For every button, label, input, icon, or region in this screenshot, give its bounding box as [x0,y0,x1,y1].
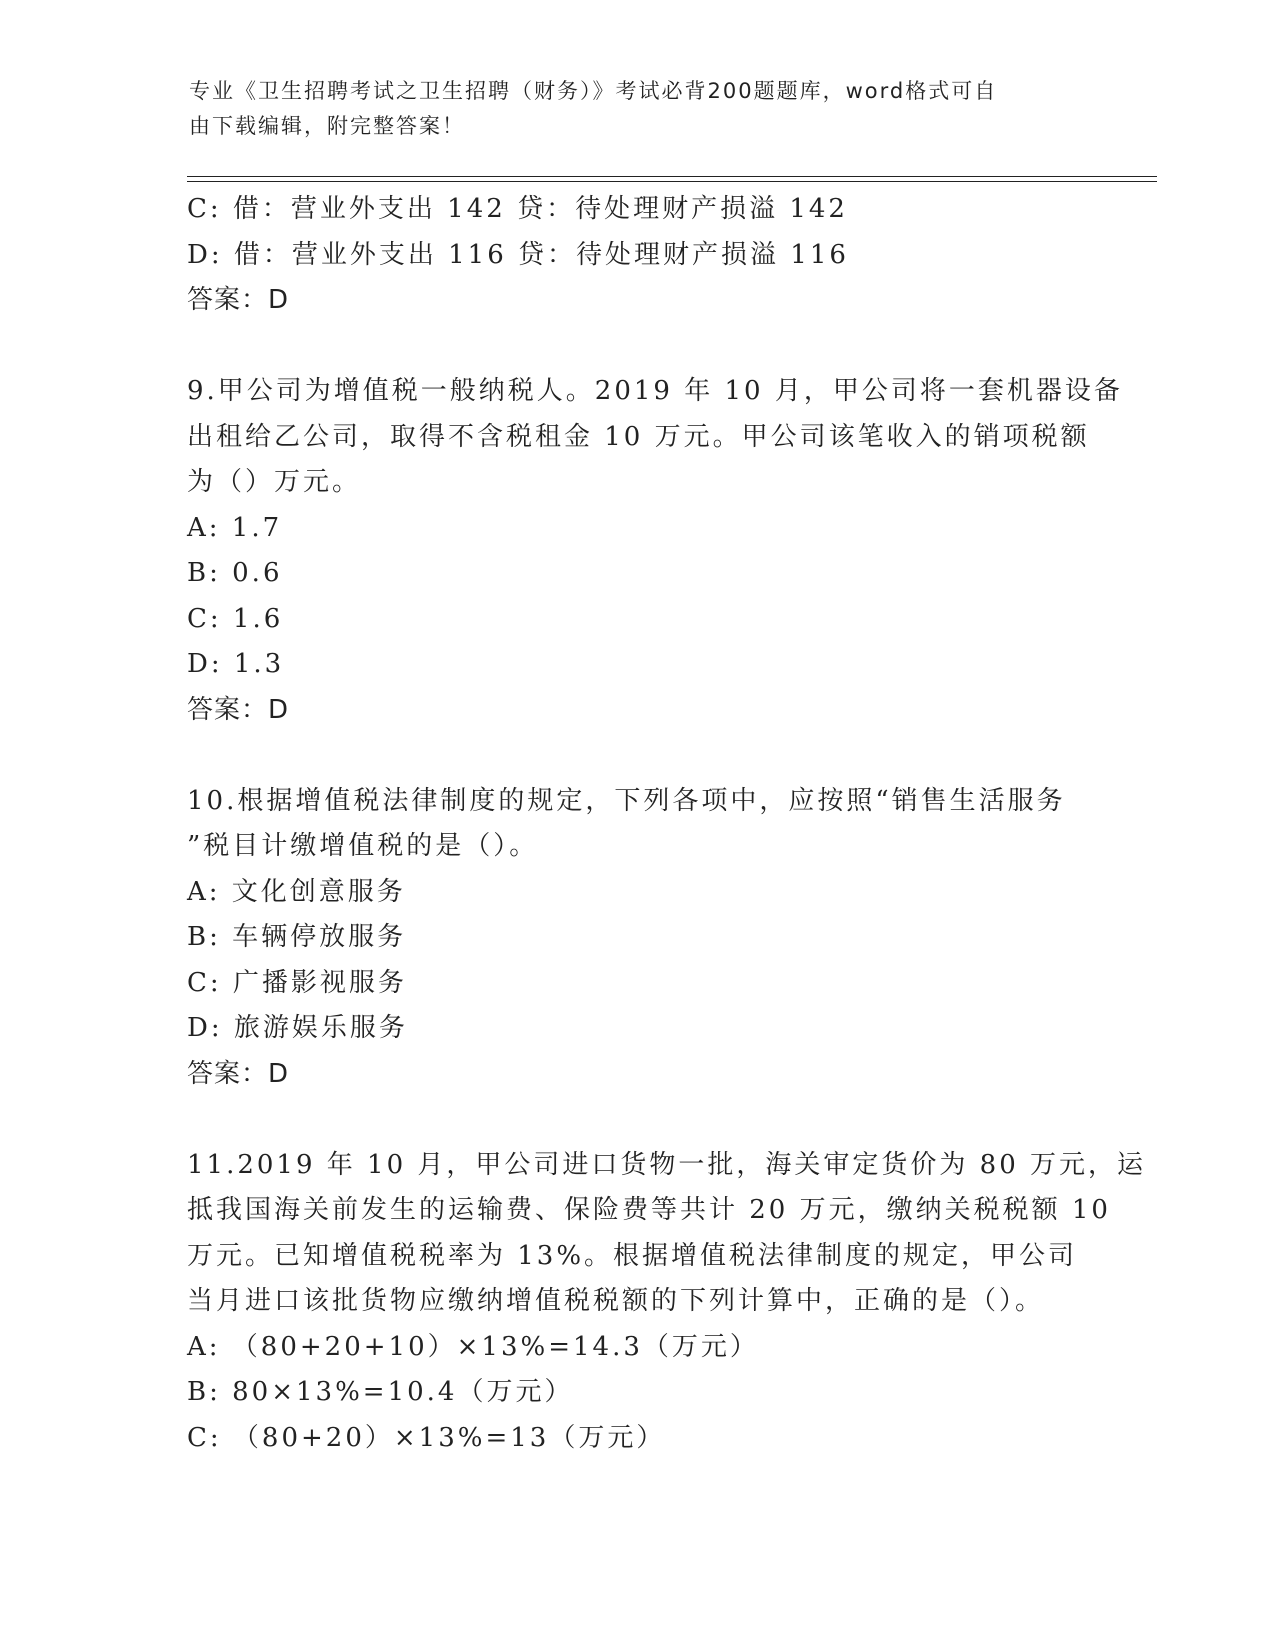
question-8-tail [187,187,1087,324]
question-text-line: 9.甲公司为增值税一般纳税人。2019 年 10 月，甲公司将一套机器设备 [187,376,1123,406]
spacer [187,324,1087,370]
option-b: B: 车辆停放服务 [187,922,407,952]
question-9 [187,369,1123,733]
option-a: A: （80+20+10）×13%=14.3（万元） [187,1331,759,1362]
question-text-line: 10.根据增值税法律制度的规定，下列各项中，应按照“销售生活服务 [187,785,1066,816]
answer: 答案：D [187,285,290,315]
question-10 [187,779,1087,1098]
header-divider-top [187,176,1157,177]
option-a: A: 1.7 [187,512,283,543]
answer: 答案：D [187,694,290,725]
question-text-line: ”税目计缴增值税的是（）。 [187,831,539,861]
option-d: D: 借：营业外支出 116 贷：待处理财产损溢 116 [187,239,849,270]
question-text-line: 出租给乙公司，取得不含税租金 10 万元。甲公司该笔收入的销项税额 [187,421,1090,452]
header-line-1: 专业《卫生招聘考试之卫生招聘（财务）》考试必背200题题库，word格式可自 [189,79,998,103]
option-c: C: 广播影视服务 [187,967,407,998]
option-d: D: 旅游娱乐服务 [187,1013,408,1043]
spacer [187,1097,1087,1143]
option-a: A: 文化创意服务 [187,876,406,907]
question-text-line: 11.2019 年 10 月，甲公司进口货物一批，海关审定货价为 80 万元，运 [187,1149,1147,1180]
question-11 [187,1143,1147,1462]
question-text-line: 抵我国海关前发生的运输费、保险费等共计 20 万元，缴纳关税税额 10 [187,1195,1111,1225]
question-text-line: 当月进口该批货物应缴纳增值税税额的下列计算中，正确的是（）。 [187,1286,1045,1316]
question-text-line: 万元。已知增值税税率为 13%。根据增值税法律制度的规定，甲公司 [187,1240,1078,1271]
spacer [187,733,1087,779]
answer: 答案：D [187,1058,290,1089]
header-divider-bottom [187,181,1157,182]
option-b: B: 0.6 [187,558,283,588]
option-b: B: 80×13%=10.4（万元） [187,1377,574,1407]
option-c: C: （80+20）×13%=13（万元） [187,1422,666,1453]
question-list [187,187,1147,1461]
document-header [189,74,1089,144]
option-d: D: 1.3 [187,649,285,679]
header-line-2: 由下载编辑，附完整答案！ [189,114,465,138]
question-text-line: 为（）万元。 [187,467,362,497]
option-c: C: 1.6 [187,603,284,634]
option-c: C: 借：营业外支出 142 贷：待处理财产损溢 142 [187,194,848,224]
